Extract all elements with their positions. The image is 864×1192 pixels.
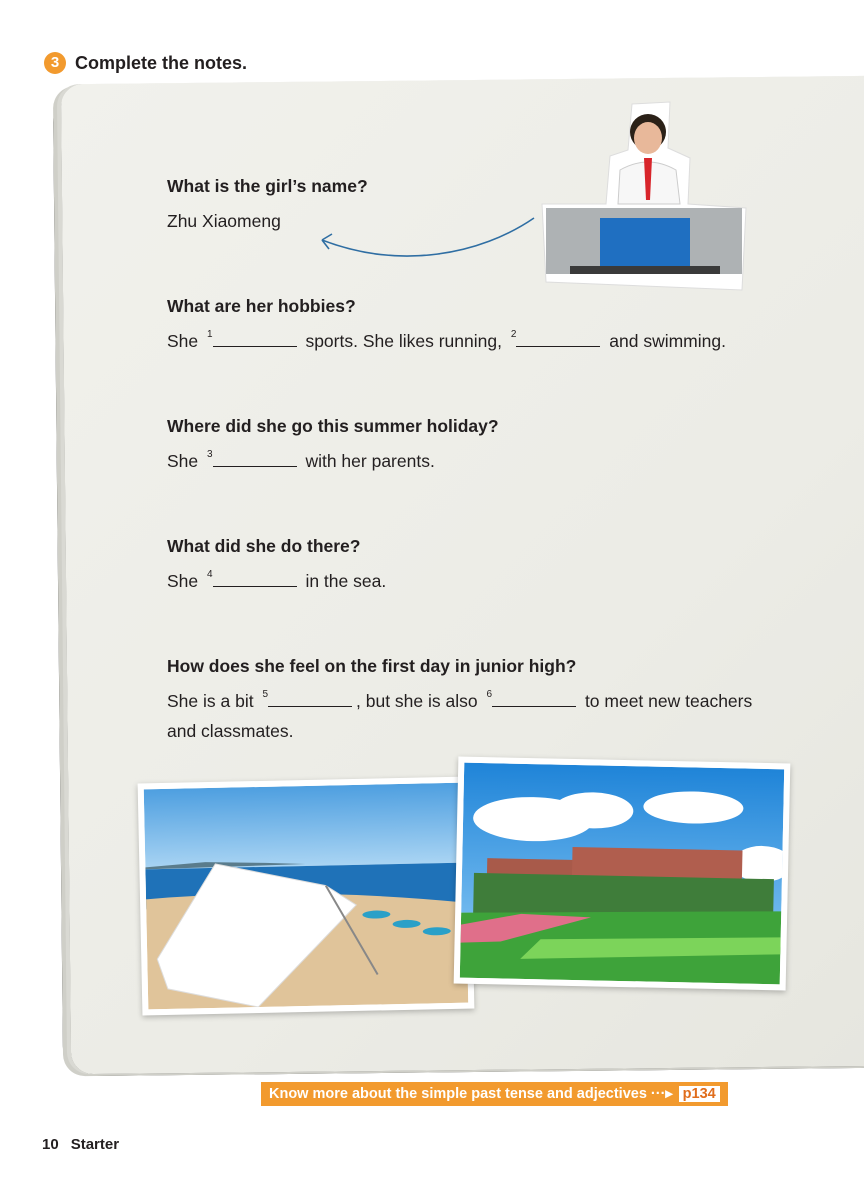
- pointer-arrow: [310, 210, 550, 270]
- answer-text: She: [167, 571, 199, 591]
- blank-number: 3: [207, 449, 213, 460]
- exercise-header: [44, 52, 247, 74]
- answer-text: She: [167, 331, 199, 351]
- blank-number: 1: [207, 329, 213, 340]
- blank-number: 2: [510, 329, 517, 340]
- blank-number: 4: [207, 569, 213, 580]
- unit-name: Starter: [70, 1136, 120, 1153]
- answer-text: to meet new teachers: [584, 691, 753, 711]
- question: How does she feel on the first day in junior high?: [167, 656, 577, 676]
- answer-text: and classmates.: [167, 721, 294, 741]
- answer-blank-4[interactable]: [213, 570, 297, 587]
- answer-line: [167, 326, 726, 356]
- page-number: 10: [42, 1136, 59, 1153]
- answer: Zhu Xiaomeng: [167, 211, 281, 231]
- question: What are her hobbies?: [167, 296, 356, 316]
- answer-blank-3[interactable]: [213, 450, 297, 467]
- dotted-arrow-icon: ···▸: [650, 1086, 673, 1102]
- blank-number: 5: [262, 689, 269, 700]
- beach-photo: [138, 777, 475, 1016]
- answer-line: [167, 566, 386, 596]
- page-footer: [42, 1136, 131, 1153]
- note-hobbies: [167, 296, 726, 356]
- grammar-reference-link[interactable]: [261, 1082, 728, 1106]
- reference-text: Know more about the simple past tense and adjectives: [269, 1086, 647, 1102]
- answer-text: sports. She likes running,: [305, 331, 502, 351]
- answer-text: She is a bit: [167, 691, 254, 711]
- answer-line: [167, 686, 752, 716]
- school-photo: [454, 757, 791, 991]
- blank-number: 6: [486, 689, 493, 700]
- question: What is the girl’s name?: [167, 176, 368, 196]
- answer-text: with her parents.: [305, 451, 435, 471]
- exercise-number-badge: 3: [44, 52, 66, 74]
- exercise-title: Complete the notes.: [75, 52, 248, 73]
- answer-blank-1[interactable]: [213, 330, 297, 347]
- answer-text: and swimming.: [609, 331, 726, 351]
- question: What did she do there?: [167, 536, 361, 556]
- reference-page: p134: [679, 1086, 720, 1102]
- question: Where did she go this summer holiday?: [167, 416, 499, 436]
- answer-text: in the sea.: [305, 571, 387, 591]
- answer-text: She: [167, 451, 199, 471]
- note-activity: [167, 536, 386, 596]
- answer-blank-6[interactable]: [492, 690, 576, 707]
- answer-blank-2[interactable]: [516, 330, 600, 347]
- note-holiday: [167, 416, 499, 476]
- answer-text: , but she is also: [356, 691, 478, 711]
- answer-blank-5[interactable]: [268, 690, 352, 707]
- answer-line: [167, 446, 499, 476]
- girl-speaker-photo: [540, 100, 750, 295]
- note-feelings: [167, 656, 752, 746]
